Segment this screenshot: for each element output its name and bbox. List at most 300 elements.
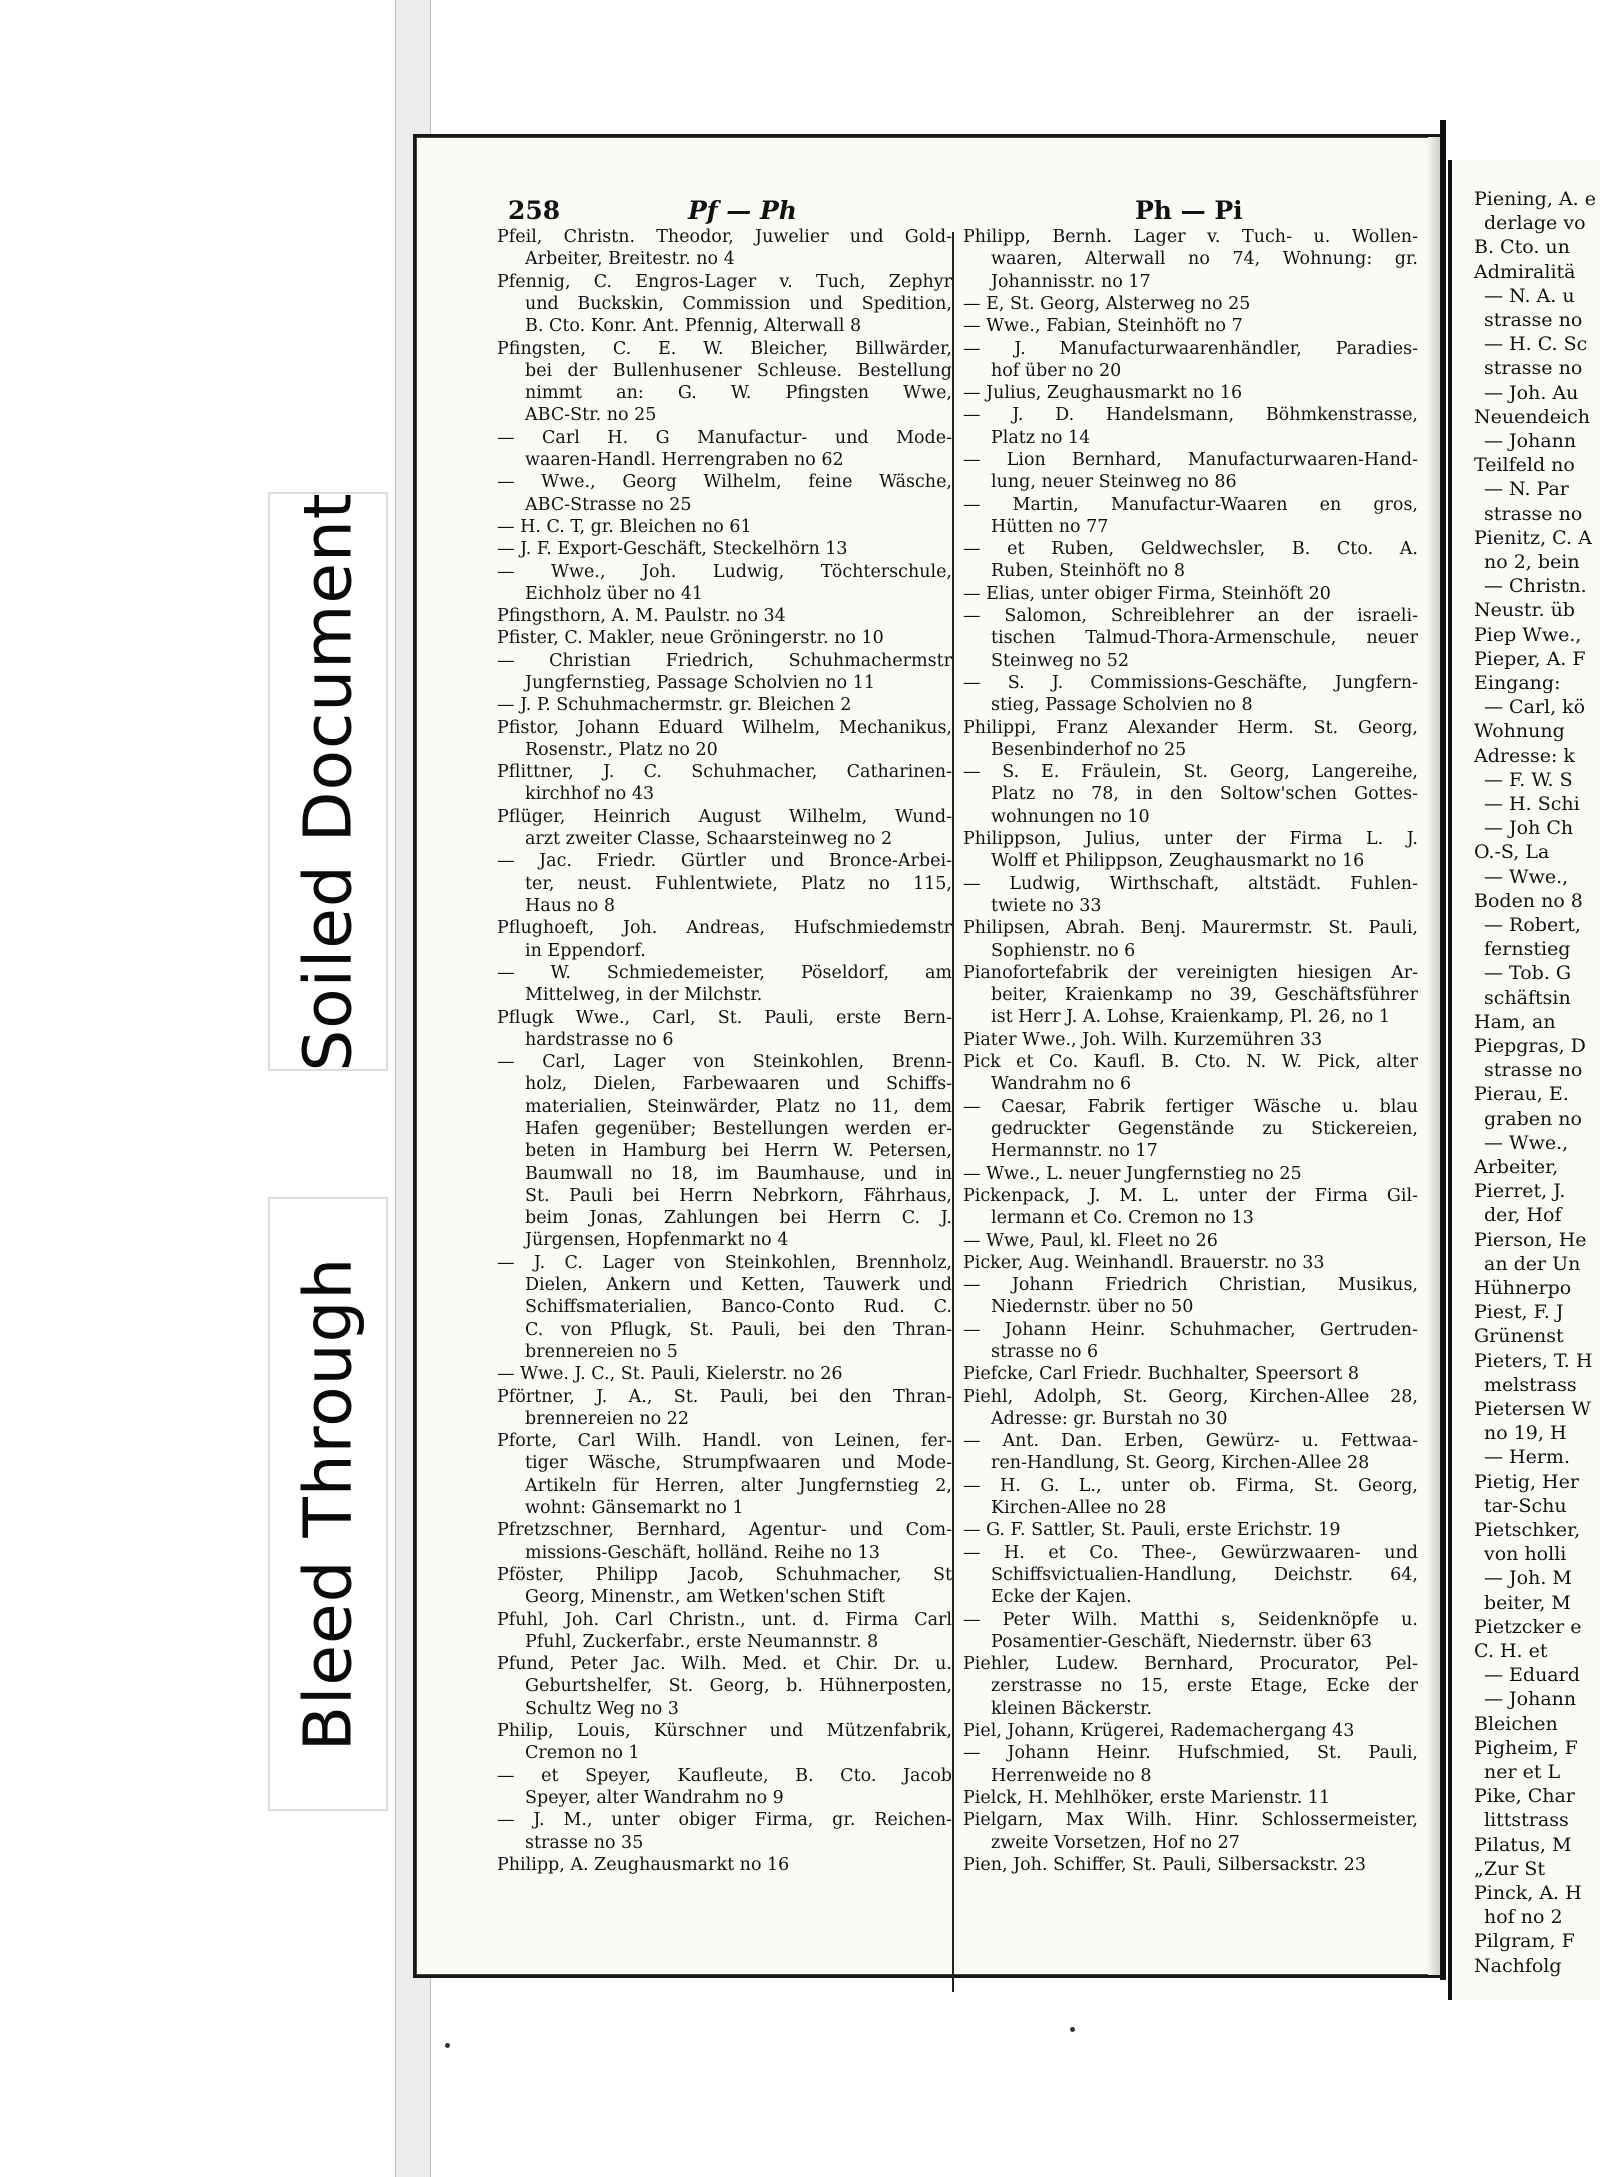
next-page-fragment: Bleichen [1474,1712,1558,1735]
next-page-fragment: strasse no [1484,502,1583,525]
entry-continuation-line: ist Herr J. A. Lohse, Kraienkamp, Pl. 26, no 1 [991,1007,1390,1028]
directory-entry [963,382,1418,404]
next-page-fragment: — Christn. [1484,575,1587,598]
next-page-fragment: Piening, A. e [1474,188,1596,210]
directory-entry [497,1519,952,1564]
entry-continuation-line: Schiffsvictualien-Handlung, Deichstr. 64, [991,1564,1418,1585]
entry-continuation-line: Ecke der Kajen. [991,1587,1132,1608]
next-page-fragment: Nachfolg [1474,1954,1562,1977]
directory-entry [963,404,1418,449]
directory-entry [963,761,1418,828]
directory-entry [497,850,952,917]
directory-entry [963,1430,1418,1475]
directory-entry [963,1854,1418,1876]
entry-continuation-line: Pfuhl, Zuckerfabr., erste Neumannstr. 8 [525,1631,879,1652]
next-page-fragment: — Joh Ch [1484,817,1574,840]
next-page-fragment: B. Cto. un [1474,236,1570,259]
left-column [497,226,952,1976]
entry-name-line: Pfeil, Christn. Theodor, Juwelier und Gold- [497,227,952,247]
entry-name-line: — J. F. Export-Geschäft, Steckelhörn 13 [497,539,848,560]
directory-entry [963,1029,1418,1051]
next-page-fragment: — Carl, kö [1484,696,1586,719]
next-page-fragment: schäftsin [1484,986,1571,1009]
directory-entry [497,1386,952,1431]
next-page-fragment: Adresse: k [1474,744,1575,767]
next-page-fragment: O.-S, La [1474,841,1550,864]
entry-continuation-line: Wolff et Philippson, Zeughausmarkt no 16 [991,851,1365,872]
entry-name-line: — Peter Wilh. Matthi s, Seidenknöpfe u. [963,1609,1418,1630]
next-page-fragment: Pieters, T. H [1474,1349,1593,1372]
directory-entry [963,672,1418,717]
next-page-fragment: Wohnung [1474,720,1565,743]
next-page-fragment: Grünenst [1474,1325,1564,1348]
directory-entry [497,627,952,649]
entry-continuation-line: Baumwall no 18, im Baumhause, und in [525,1163,952,1184]
entry-name-line: Pien, Joh. Schiffer, St. Pauli, Silbersackstr. 23 [963,1854,1367,1875]
next-page-fragment: — Johann [1484,1688,1577,1711]
entry-continuation-line: Herrenweide no 8 [991,1765,1152,1786]
next-page-fragment: Pietig, Her [1474,1470,1579,1493]
entry-continuation-line: hof über no 20 [991,360,1122,381]
entry-name-line: Piehler, Ludew. Bernhard, Procurator, Pel- [963,1654,1418,1675]
entry-name-line: Pforte, Carl Wilh. Handl. von Leinen, fer- [497,1431,952,1452]
directory-entry [497,806,952,851]
directory-entry [963,1519,1418,1541]
next-page-fragment: von holli [1484,1543,1567,1566]
entry-name-line: — J. M., unter obiger Firma, gr. Reichen- [497,1810,952,1831]
directory-entry [963,605,1418,672]
entry-name-line: — J. P. Schuhmachermstr. gr. Bleichen 2 [497,695,852,716]
entry-name-line: — Wwe., Georg Wilhelm, feine Wäsche, [497,472,952,493]
directory-entry [497,1430,952,1519]
next-page-fragment: — Eduard [1484,1664,1580,1687]
entry-continuation-line: Georg, Minenstr., am Wetken'schen Stift [525,1587,886,1608]
entry-name-line: Pflüger, Heinrich August Wilhelm, Wund- [497,806,952,827]
entry-continuation-line: strasse no 6 [991,1341,1099,1362]
directory-entry [497,694,952,716]
soiled-document-text: Soiled Document [289,491,367,1072]
next-page-fragment: — N. Par [1484,478,1569,501]
next-page-fragment: — Wwe., [1484,1131,1569,1154]
directory-entry [963,1163,1418,1185]
entry-name-line: Pförtner, J. A., St. Pauli, bei den Thran- [497,1386,952,1407]
next-page-fragment: ner et L [1484,1761,1561,1783]
entry-name-line: — Wwe., Joh. Ludwig, Töchterschule, [497,561,952,582]
next-page-fragment: Pinck, A. H [1474,1882,1582,1904]
entry-continuation-line: B. Cto. Konr. Ant. Pfennig, Alterwall 8 [525,316,862,337]
directory-entry [963,1252,1418,1274]
next-page-fragment: C. H. et [1474,1640,1548,1662]
next-page-fragment: tar-Schu [1484,1494,1567,1517]
directory-entry [963,717,1418,762]
entry-continuation-line: stieg, Passage Scholvien no 8 [991,695,1253,716]
next-page-fragment: Pike, Char [1474,1785,1575,1808]
directory-entry [497,538,952,560]
directory-entry [497,717,952,762]
entry-name-line: — S. E. Fräulein, St. Georg, Langereihe, [963,762,1418,783]
entry-continuation-line: zerstrasse no 15, erste Etage, Ecke der [991,1676,1418,1697]
entry-continuation-line: Eichholz über no 41 [525,583,704,604]
entry-name-line: Piehl, Adolph, St. Georg, Kirchen-Allee 28, [963,1386,1418,1407]
entry-continuation-line: Mittelweg, in der Milchstr. [525,985,763,1006]
entry-continuation-line: und Buckskin, Commission und Spedition, [525,293,952,314]
next-page-fragment: Neustr. üb [1474,599,1575,622]
entry-name-line: — Carl H. G Manufactur- und Mode- [497,427,952,448]
entry-continuation-line: Posamentier-Geschäft, Niedernstr. über 63 [991,1631,1373,1652]
next-page-fragment: Pieper, A. F [1474,647,1586,670]
directory-entry [963,1274,1418,1319]
directory-entry [497,1809,952,1854]
directory-entry [497,1720,952,1765]
directory-entry [963,1787,1418,1809]
next-page-fragment: Ham, an [1474,1010,1556,1033]
page-number: 258 [508,196,561,225]
next-page-fragment: Boden no 8 [1474,889,1583,912]
next-page-fragment: — Tob. G [1484,962,1572,985]
entry-continuation-line: bei der Bullenhusener Schleuse. Bestellung [525,360,952,381]
entry-name-line: Pfretzschner, Bernhard, Agentur- und Com- [497,1520,952,1541]
entry-continuation-line: nimmt an: G. W. Pfingsten Wwe, [525,383,952,404]
directory-entry [963,1809,1418,1854]
entry-name-line: — Martin, Manufactur-Waaren en gros, [963,494,1418,515]
next-page-fragment: Pierret, J. [1474,1180,1566,1203]
next-page-fragment: beiter, M [1484,1591,1571,1614]
entry-continuation-line: Sophienstr. no 6 [991,940,1136,961]
entry-name-line: Philipp, Bernh. Lager v. Tuch- u. Wollen- [963,227,1418,247]
directory-entry [963,1609,1418,1654]
entry-continuation-line: Rosenstr., Platz no 20 [525,739,718,760]
entry-name-line: Pfingsten, C. E. W. Bleicher, Billwärder, [497,338,952,359]
entry-continuation-line: waaren-Handl. Herrengraben no 62 [525,449,844,470]
entry-name-line: Pielck, H. Mehlhöker, erste Marienstr. 11 [963,1788,1331,1808]
next-page-fragment: — H. C. Sc [1484,333,1588,356]
next-page-fragment: fernstieg [1484,938,1571,961]
entry-continuation-line: tischen Talmud-Thora-Armenschule, neuer [991,628,1418,649]
next-page-fragment: Eingang: [1474,672,1561,694]
directory-entry [497,1765,952,1810]
entry-name-line: Pfuhl, Joh. Carl Christn., unt. d. Firma Carl [497,1609,952,1630]
entry-name-line: Pföster, Philipp Jacob, Schuhmacher, St [497,1565,952,1585]
directory-entry [963,1720,1418,1742]
left-running-head: Pf — Ph [688,196,797,225]
entry-continuation-line: kleinen Bäckerstr. [991,1698,1153,1719]
directory-entry [497,1564,952,1609]
entry-continuation-line: lermann et Co. Cremon no 13 [991,1208,1254,1229]
next-page-fragment: Arbeiter, [1474,1156,1559,1178]
entry-continuation-line: Besenbinderhof no 25 [991,739,1187,760]
next-page-fragment: — F. W. S [1484,768,1573,791]
entry-continuation-line: strasse no 35 [525,1832,644,1853]
next-page-fragment: strasse no [1484,1059,1583,1082]
entry-continuation-line: in Eppendorf. [525,940,646,961]
next-page-fragment: Pietzcker e [1474,1615,1582,1638]
directory-entry [497,650,952,695]
entry-name-line: — Salomon, Schreiblehrer an der israeli- [963,606,1418,627]
entry-name-line: Pflittner, J. C. Schuhmacher, Catharinen- [497,762,952,783]
entry-continuation-line: twiete no 33 [991,895,1102,916]
next-page-fragment: littstrass [1484,1809,1569,1832]
entry-continuation-line: Jungfernstieg, Passage Scholvien no 11 [525,672,875,693]
entry-continuation-line: ABC-Str. no 25 [525,405,657,426]
entry-name-line: — et Ruben, Geldwechsler, B. Cto. A. [963,539,1418,560]
entry-name-line: Pfistor, Johann Eduard Wilhelm, Mechanikus, [497,717,952,738]
entry-name-line: — Wwe., L. neuer Jungfernstieg no 25 [963,1163,1302,1184]
entry-continuation-line: Wandrahm no 6 [991,1074,1132,1095]
bleed-through-text: Bleed Through [289,1256,367,1752]
directory-entry [497,605,952,627]
entry-name-line: Pick et Co. Kaufl. B. Cto. N. W. Pick, alter [963,1052,1418,1073]
book-spine [1440,120,1446,1980]
next-page-fragment: „Zur St [1474,1857,1546,1880]
directory-entry [963,1185,1418,1230]
next-page-fragment: Admiralitä [1474,260,1576,283]
entry-name-line: Pflughoeft, Joh. Andreas, Hufschmiedemstr [497,918,952,939]
entry-continuation-line: beten in Hamburg bei Herrn W. Petersen, [525,1141,952,1162]
directory-entry [963,1386,1418,1431]
directory-entry [963,494,1418,539]
next-page-fragment: Pilatus, M [1474,1833,1572,1856]
entry-continuation-line: Hütten no 77 [991,516,1109,537]
entry-name-line: — Caesar, Fabrik fertiger Wäsche u. blau [963,1096,1418,1117]
entry-name-line: Philippi, Franz Alexander Herm. St. Georg, [963,717,1418,738]
entry-continuation-line: lung, neuer Steinweg no 86 [991,472,1237,493]
next-page-fragment: — Joh. Au [1484,381,1579,404]
directory-entry [497,471,952,516]
directory-entry [497,1653,952,1720]
next-page-fragment: Teilfeld no [1474,454,1575,477]
entry-name-line: — Ludwig, Wirthschaft, altstädt. Fuhlen- [963,873,1418,894]
entry-continuation-line: Arbeiter, Breitestr. no 4 [525,249,735,270]
entry-name-line: Philipsen, Abrah. Benj. Maurermstr. St. Pauli, [963,918,1418,939]
directory-entry [963,338,1418,383]
directory-entry [963,1363,1418,1385]
entry-continuation-line: Steinweg no 52 [991,650,1129,671]
directory-entry [963,293,1418,315]
directory-entry [963,1742,1418,1787]
entry-continuation-line: tiger Wäsche, Strumpfwaaren und Mode- [525,1453,952,1474]
next-page-fragment: Pienitz, C. A [1474,526,1592,549]
entry-name-line: — W. Schmiedemeister, Pöseldorf, am [497,962,952,983]
entry-continuation-line: zweite Vorsetzen, Hof no 27 [991,1832,1240,1853]
entry-continuation-line: Schiffsmaterialien, Banco-Conto Rud. C. [525,1297,952,1318]
next-page-fragment: no 19, H [1484,1422,1567,1445]
next-page-header-strip [1452,160,1600,174]
entry-continuation-line: hardstrasse no 6 [525,1029,674,1050]
next-page-fragment: Pietersen W [1474,1398,1591,1420]
entry-name-line: — S. J. Commissions-Geschäfte, Jungfern- [963,673,1418,693]
entry-name-line: — Johann Heinr. Hufschmied, St. Pauli, [963,1743,1418,1764]
next-page-fragment: Pietschker, [1474,1519,1581,1541]
entry-name-line: Philip, Louis, Kürschner und Mützenfabrik, [497,1721,952,1742]
next-page-fragment: Piep Wwe., [1474,623,1582,646]
entry-continuation-line: materialien, Steinwärder, Platz no 11, dem [525,1096,952,1117]
next-page-fragment: hof no 2 [1484,1906,1563,1929]
entry-continuation-line: ren-Handlung, St. Georg, Kirchen-Allee 28 [991,1453,1370,1474]
entry-name-line: Pielgarn, Max Wilh. Hinr. Schlossermeister, [963,1810,1418,1831]
entry-name-line: — H. G. L., unter ob. Firma, St. Georg, [963,1475,1418,1496]
column-divider [952,232,954,1992]
entry-continuation-line: wohnungen no 10 [991,806,1150,827]
directory-entry [497,962,952,1007]
entry-continuation-line: brennereien no 22 [525,1408,689,1429]
entry-continuation-line: Cremon no 1 [525,1743,640,1764]
entry-continuation-line: missions-Geschäft, holländ. Reihe no 13 [525,1542,880,1563]
entry-continuation-line: Hafen gegenüber; Bestellungen werden er- [525,1118,952,1139]
entry-continuation-line: Platz no 14 [991,427,1091,448]
directory-entry [963,1230,1418,1252]
next-page-fragment: melstrass [1484,1373,1577,1396]
entry-continuation-line: beiter, Kraienkamp no 39, Geschäftsführer [991,985,1418,1006]
entry-name-line: Pflugk Wwe., Carl, St. Pauli, erste Bern- [497,1007,952,1028]
directory-entry [963,1653,1418,1720]
directory-entry [497,917,952,962]
entry-name-line: — Carl, Lager von Steinkohlen, Brenn- [497,1052,952,1073]
next-page-edge [1448,160,1600,2000]
entry-name-line: Picker, Aug. Weinhandl. Brauerstr. no 33 [963,1252,1325,1273]
soiled-document-label [268,492,388,1071]
directory-entry [497,338,952,427]
entry-name-line: Pickenpack, J. M. L. unter der Firma Gil- [963,1185,1418,1206]
next-page-fragment: Piest, F. J [1474,1301,1564,1324]
directory-entry [497,561,952,606]
entry-name-line: — Wwe. J. C., St. Pauli, Kielerstr. no 26 [497,1364,843,1385]
next-page-fragment: — N. A. u [1484,284,1575,307]
next-page-fragment: graben no [1484,1107,1582,1130]
entry-continuation-line: brennereien no 5 [525,1341,678,1362]
directory-entry [963,1319,1418,1364]
entry-name-line: — G. F. Sattler, St. Pauli, erste Erichstr. 19 [963,1520,1341,1541]
entry-continuation-line: Niedernstr. über no 50 [991,1297,1194,1318]
entry-name-line: — J. D. Handelsmann, Böhmkenstrasse, [963,405,1418,426]
entry-continuation-line: Speyer, alter Wandrahm no 9 [525,1787,784,1808]
entry-continuation-line: beim Jonas, Zahlungen bei Herrn C. J. [525,1208,952,1229]
next-page-fragment: an der Un [1484,1252,1581,1275]
next-page-fragment: strasse no [1484,309,1583,331]
entry-continuation-line: ABC-Strasse no 25 [525,494,692,515]
entry-continuation-line: Platz no 78, in den Soltow'schen Gottes- [991,784,1418,805]
entry-continuation-line: Ruben, Steinhöft no 8 [991,561,1186,582]
entry-continuation-line: Haus no 8 [525,895,616,916]
entry-name-line: — H. et Co. Thee-, Gewürzwaaren- und [963,1542,1418,1563]
entry-name-line: — Ant. Dan. Erben, Gewürz- u. Fettwaa- [963,1431,1418,1452]
directory-entry [963,1096,1418,1163]
entry-continuation-line: arzt zweiter Classe, Schaarsteinweg no 2 [525,829,893,850]
entry-name-line: — H. C. T, gr. Bleichen no 61 [497,516,752,537]
entry-continuation-line: Dielen, Ankern und Ketten, Tauwerk und [525,1275,952,1296]
directory-entry [963,828,1418,873]
next-page-fragment: Pierson, He [1474,1228,1587,1251]
entry-continuation-line: kirchhof no 43 [525,784,655,805]
directory-entry [963,538,1418,583]
directory-entry [497,761,952,806]
entry-name-line: Philippson, Julius, unter der Firma L. J. [963,829,1418,850]
entry-name-line: — Christian Friedrich, Schuhmachermstr [497,650,952,671]
directory-entry [963,226,1418,293]
entry-name-line: Piel, Johann, Krügerei, Rademachergang 43 [963,1721,1355,1742]
directory-entry [497,1609,952,1654]
directory-entry [963,1475,1418,1520]
entry-name-line: — Wwe, Paul, kl. Fleet no 26 [963,1230,1218,1251]
entry-name-line: — Jac. Friedr. Gürtler und Bronce-Arbei- [497,851,952,872]
next-page-fragment: Piepgras, D [1474,1035,1586,1057]
directory-entry [963,962,1418,1029]
directory-entry [963,1051,1418,1096]
right-running-head: Ph — Pi [1135,196,1243,225]
entry-name-line: Pianofortefabrik der vereinigten hiesigen Ar- [963,962,1418,983]
entry-name-line: — Lion Bernhard, Manufacturwaaren-Hand- [963,450,1418,470]
directory-entry [963,873,1418,918]
entry-continuation-line: holz, Dielen, Farbewaaren und Schiffs- [525,1074,952,1095]
next-page-fragment: — Robert, [1484,914,1581,936]
next-page-fragment: Neuendeich [1474,405,1590,428]
directory-entry [963,917,1418,962]
directory-entry [497,1363,952,1385]
next-page-fragment: Hühnerpo [1474,1277,1572,1299]
entry-name-line: — Julius, Zeughausmarkt no 16 [963,383,1243,404]
right-column [963,226,1418,1976]
next-page-fragment: — Wwe., [1484,865,1569,888]
entry-name-line: Piater Wwe., Joh. Wilh. Kurzemühren 33 [963,1029,1323,1050]
entry-name-line: — Wwe., Fabian, Steinhöft no 7 [963,316,1243,337]
entry-name-line: — E, St. Georg, Alsterweg no 25 [963,293,1251,314]
entry-name-line: — et Speyer, Kaufleute, B. Cto. Jacob [497,1765,952,1786]
directory-entry [497,427,952,472]
next-page-fragment: der, Hof [1484,1204,1562,1227]
next-page-fragment: — Joh. M [1484,1567,1572,1590]
paper-speck [1070,2027,1075,2032]
entry-continuation-line: C. von Pflugk, St. Pauli, bei den Thran- [525,1319,952,1340]
directory-entry [963,315,1418,337]
directory-entry [963,583,1418,605]
directory-entry [497,271,952,338]
entry-name-line: Pfingsthorn, A. M. Paulstr. no 34 [497,606,786,627]
directory-entry [497,1007,952,1052]
entry-continuation-line: St. Pauli bei Herrn Nebrkorn, Fährhaus, [525,1185,952,1206]
entry-name-line: Pfennig, C. Engros-Lager v. Tuch, Zephyr [497,271,952,292]
directory-entry [963,1542,1418,1609]
entry-name-line: — Elias, unter obiger Firma, Steinhöft 20 [963,583,1331,604]
directory-entry [497,1051,952,1252]
directory-entry [497,516,952,538]
next-page-fragment: Pierau, E. [1474,1083,1569,1106]
entry-continuation-line: Johannisstr. no 17 [991,271,1151,292]
entry-continuation-line: waaren, Alterwall no 74, Wohnung: gr. [991,249,1418,270]
entry-continuation-line: Geburtshelfer, St. Georg, b. Hühnerposten, [525,1676,952,1697]
entry-name-line: — J. Manufacturwaarenhändler, Paradies- [963,338,1418,359]
entry-continuation-line: Artikeln für Herren, alter Jungfernstieg 2, [525,1475,952,1496]
directory-entry [497,226,952,271]
entry-continuation-line: Adresse: gr. Burstah no 30 [991,1408,1228,1429]
entry-continuation-line: Kirchen-Allee no 28 [991,1498,1167,1519]
bleed-through-label [268,1197,388,1811]
next-page-fragment: strasse no [1484,357,1583,380]
next-page-fragment: Pilgram, F [1474,1930,1575,1953]
next-page-fragment: Pigheim, F [1474,1736,1578,1759]
next-page-fragment: — Herm. [1484,1446,1570,1469]
directory-entry [963,449,1418,494]
entry-name-line: Pfund, Peter Jac. Wilh. Med. et Chir. Dr. u. [497,1654,952,1675]
entry-name-line: — Johann Friedrich Christian, Musikus, [963,1275,1418,1296]
next-page-fragment: derlage vo [1484,212,1586,235]
entry-continuation-line: Jürgensen, Hopfenmarkt no 4 [525,1230,789,1251]
entry-continuation-line: ter, neust. Fuhlentwiete, Platz no 115, [525,873,952,894]
entry-continuation-line: Hermannstr. no 17 [991,1141,1158,1162]
entry-name-line: — Johann Heinr. Schuhmacher, Gertruden- [963,1319,1418,1340]
entry-name-line: Philipp, A. Zeughausmarkt no 16 [497,1854,790,1875]
entry-name-line: Piefcke, Carl Friedr. Buchhalter, Speersort 8 [963,1364,1360,1385]
entry-continuation-line: Schultz Weg no 3 [525,1698,679,1719]
directory-entry [497,1252,952,1363]
